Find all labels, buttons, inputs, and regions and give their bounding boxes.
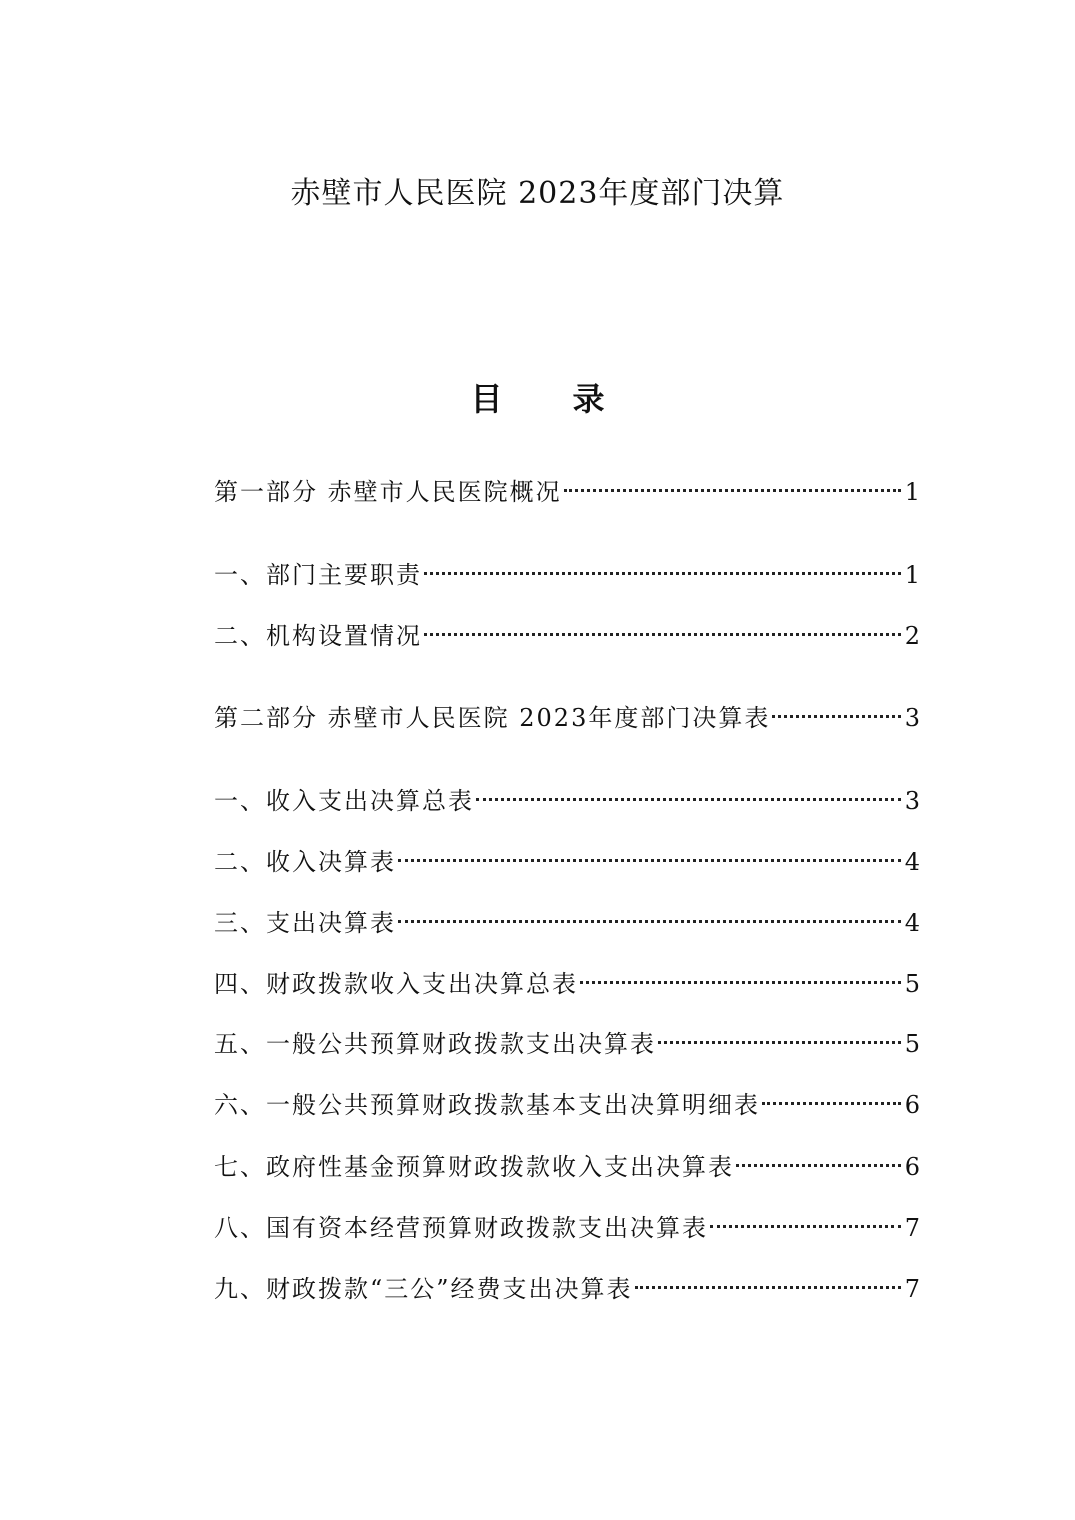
toc-entry-label: 六、一般公共预算财政拨款基本支出决算明细表	[214, 1091, 760, 1119]
toc-entry-income-expense-summary	[214, 769, 920, 815]
toc-entry-expense-table	[214, 891, 920, 937]
toc-dot-leader	[474, 769, 903, 809]
toc-entry-income-table	[214, 830, 920, 876]
toc-page-number: 7	[904, 1275, 920, 1303]
document-title: 赤壁市人民医院 2023年度部门决算	[290, 176, 785, 211]
toc-entry-general-budget-expense	[214, 1012, 920, 1058]
toc-entry-label: 七、政府性基金预算财政拨款收入支出决算表	[214, 1153, 734, 1181]
toc-dot-leader	[562, 460, 903, 500]
toc-page-number: 5	[904, 970, 920, 998]
toc-dot-leader	[422, 543, 903, 583]
toc-entry-label: 第二部分 赤壁市人民医院 2023年度部门决算表	[214, 704, 771, 732]
toc-dot-leader	[422, 604, 903, 644]
toc-page-number: 3	[904, 704, 920, 732]
toc-entry-label: 一、部门主要职责	[214, 561, 422, 589]
toc-page-number: 1	[904, 561, 920, 589]
toc-entry-label: 四、财政拨款收入支出决算总表	[214, 970, 578, 998]
toc-page-number: 6	[904, 1091, 920, 1119]
toc-entry-label: 九、财政拨款“三公”经费支出决算表	[214, 1275, 633, 1303]
toc-dot-leader	[760, 1073, 903, 1113]
toc-page-number: 7	[904, 1214, 920, 1242]
toc-page-number: 4	[904, 848, 920, 876]
toc-page-number: 3	[904, 787, 920, 815]
toc-dot-leader	[578, 952, 903, 992]
toc-entry-label: 二、机构设置情况	[214, 622, 422, 650]
toc-entry-three-public-expenses	[214, 1257, 920, 1303]
toc-entry-state-capital	[214, 1196, 920, 1242]
toc-dot-leader	[708, 1196, 903, 1236]
toc-entry-label: 二、收入决算表	[214, 848, 396, 876]
toc-dot-leader	[656, 1012, 903, 1052]
toc-entry-part-one	[214, 460, 920, 506]
toc-entry-general-budget-basic-detail	[214, 1073, 920, 1119]
toc-dot-leader	[770, 686, 902, 726]
toc-entry-main-duties	[214, 543, 920, 589]
toc-page-number: 1	[904, 478, 920, 506]
toc-entry-label: 第一部分 赤壁市人民医院概况	[214, 478, 562, 506]
toc-dot-leader	[734, 1135, 903, 1175]
toc-page-number: 2	[904, 622, 920, 650]
toc-entry-label: 三、支出决算表	[214, 909, 396, 937]
toc-entry-government-fund	[214, 1135, 920, 1181]
toc-entry-fiscal-allocation-summary	[214, 952, 920, 998]
toc-entry-label: 五、一般公共预算财政拨款支出决算表	[214, 1030, 656, 1058]
toc-dot-leader	[396, 891, 903, 931]
toc-page-number: 6	[904, 1153, 920, 1181]
toc-dot-leader	[396, 830, 903, 870]
toc-page-number: 4	[904, 909, 920, 937]
toc-entry-label: 一、收入支出决算总表	[214, 787, 474, 815]
toc-page-number: 5	[904, 1030, 920, 1058]
toc-entry-part-two	[214, 686, 920, 732]
toc-heading: 目录	[470, 380, 675, 418]
toc-entry-label: 八、国有资本经营预算财政拨款支出决算表	[214, 1214, 708, 1242]
toc-dot-leader	[633, 1257, 903, 1297]
toc-entry-org-setup	[214, 604, 920, 650]
